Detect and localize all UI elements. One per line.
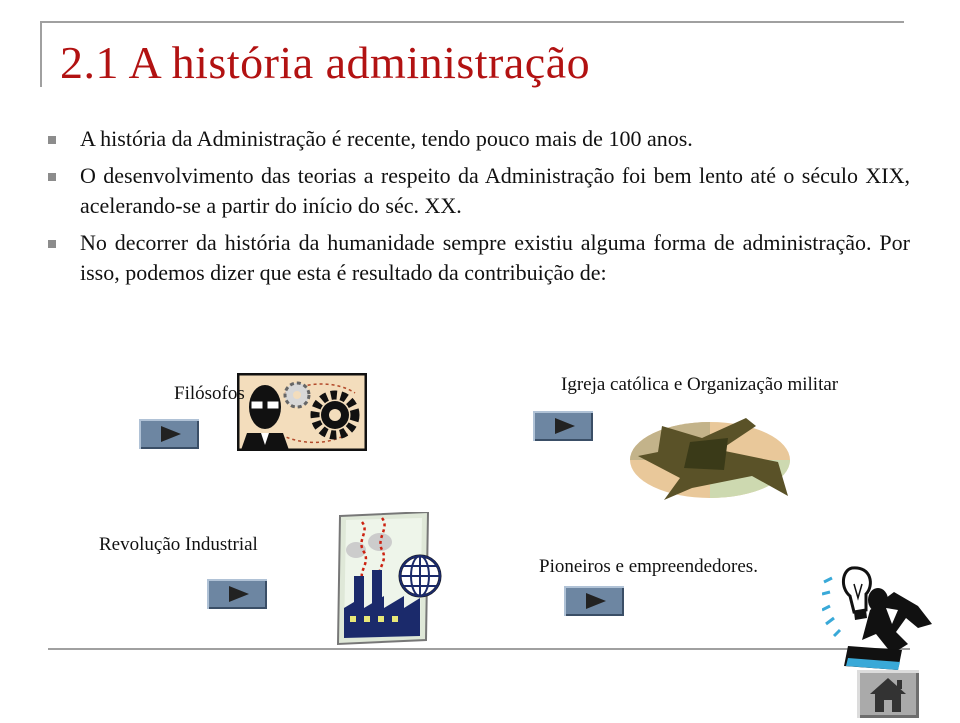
bullet-list: [48, 124, 910, 295]
home-button[interactable]: [857, 670, 919, 718]
bullet-item: [48, 161, 910, 221]
bullet-text: O desenvolvimento das teorias a respeito da Administração foi bem lento até o século XIX, acelerando-se a partir do início do séc. XX.: [80, 163, 910, 218]
play-arrow-icon: [161, 426, 181, 442]
bullet-text: No decorrer da história da humanidade sempre existiu alguma forma de administração. Por isso, podemos dizer que esta é resultado da contribuição de:: [80, 230, 910, 285]
philosopher-gears-clipart: [237, 373, 367, 451]
military-aircraft-clipart: [628, 416, 793, 502]
nav-button-igreja[interactable]: [533, 411, 593, 441]
frame-top-line: [40, 21, 904, 23]
topic-label-pioneiros: Pioneiros e empreendedores.: [539, 556, 758, 577]
topic-label-filosofos: Filósofos: [174, 383, 245, 404]
play-arrow-icon: [555, 418, 575, 434]
entrepreneur-lightbulb-clipart: [822, 562, 934, 670]
play-arrow-icon: [229, 586, 249, 602]
topic-label-igreja: Igreja católica e Organização militar: [561, 374, 839, 395]
frame-left-line: [40, 21, 42, 87]
bullet-marker: [48, 173, 56, 181]
nav-button-revolucao[interactable]: [207, 579, 267, 609]
bullet-marker: [48, 136, 56, 144]
industrial-factory-clipart: [334, 512, 444, 646]
bullet-text: A história da Administração é recente, tendo pouco mais de 100 anos.: [80, 126, 693, 151]
bullet-marker: [48, 240, 56, 248]
home-icon: [870, 678, 906, 712]
nav-button-filosofos[interactable]: [139, 419, 199, 449]
play-arrow-icon: [586, 593, 606, 609]
bullet-item: [48, 124, 910, 154]
topic-label-revolucao: Revolução Industrial: [99, 534, 258, 555]
frame-bottom-line: [48, 648, 910, 650]
nav-button-pioneiros[interactable]: [564, 586, 624, 616]
slide-title: 2.1 A história administração: [60, 37, 591, 88]
bullet-item: [48, 228, 910, 288]
